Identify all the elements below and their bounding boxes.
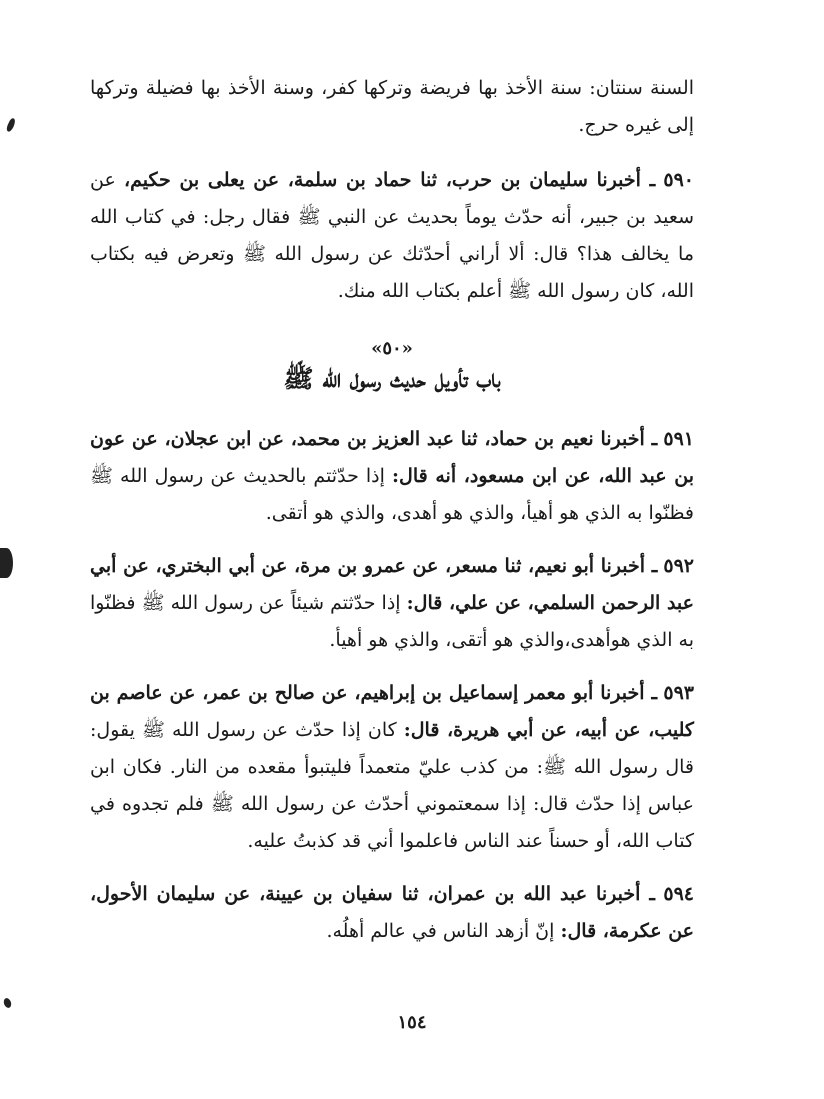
hadith-number: ٥٩٢ bbox=[663, 555, 694, 577]
hadith-isnad: أخبرنا سليمان بن حرب، ثنا حماد بن سلمة، عن يعلى بن حكيم، bbox=[123, 169, 641, 191]
hadith-isnad: أخبرنا أبو نعيم، ثنا مسعر، عن عمرو بن مرة، عن أبي البختري، عن أبي عبد الرحمن السلمي، عن علي، قال: bbox=[90, 555, 694, 614]
intro-paragraph bbox=[90, 70, 694, 144]
hadith-number: ٥٩٣ bbox=[663, 682, 695, 704]
chapter-title: باب تأويل حديث رسول الله ﷺ bbox=[283, 364, 501, 393]
hadith-matn: إذا حدّثتم بالحديث عن رسول الله ﷺ فظنّوا به الذي هو أهيأ، والذي هو أهدى، والذي هو أتقى. bbox=[90, 465, 694, 524]
hadith-number: ٥٩١ bbox=[663, 428, 694, 450]
hadith-594 bbox=[90, 876, 694, 950]
scan-edge-blot bbox=[0, 548, 13, 578]
hadith-isnad: أخبرنا نعيم بن حماد، ثنا عبد العزيز بن محمد، عن ابن عجلان، عن عون بن عبد الله، عن ابن مسعود، أنه قال: bbox=[90, 428, 694, 487]
hadith-dash: ـ bbox=[640, 883, 655, 905]
hadith-dash: ـ bbox=[644, 428, 658, 450]
scan-speck bbox=[3, 997, 13, 1009]
chapter-number: «٥٠» bbox=[371, 338, 413, 359]
intro-text: السنة سنتان: سنة الأخذ بها فريضة وتركها كفر، وسنة الأخذ بها فضيلة وتركها إلى غيره حرج. bbox=[90, 77, 694, 136]
hadith-isnad: أخبرنا أبو معمر إسماعيل بن إبراهيم، عن صالح بن عمر، عن عاصم بن كليب، عن أبيه، عن أبي هريرة، قال: bbox=[90, 682, 694, 741]
hadith-592 bbox=[90, 548, 694, 659]
hadith-dash: ـ bbox=[644, 682, 658, 704]
page-content bbox=[90, 70, 694, 966]
hadith-number: ٥٩٤ bbox=[663, 883, 694, 905]
hadith-matn: إذا حدّثتم شيئاً عن رسول الله ﷺ فظنّوا به الذي هوأهدى،والذي هو أتقى، والذي هو أهيأ. bbox=[90, 592, 694, 651]
scan-speck bbox=[5, 117, 16, 132]
hadith-isnad: أخبرنا عبد الله بن عمران، ثنا سفيان بن عيينة، عن سليمان الأحول، عن عكرمة، قال: bbox=[90, 883, 694, 942]
hadith-matn: عن سعيد بن جبير، أنه حدّث يوماً بحديث عن النبي ﷺ فقال رجل: في كتاب الله ما يخالف هذا؟ قال: ألا أراني أحدّثك عن رسول الله ﷺ وتعرض فيه بكتاب الله، كان رسول الله ﷺ أعلم بكتاب الله منك. bbox=[90, 169, 694, 302]
hadith-dash: ـ bbox=[645, 555, 658, 577]
hadith-number: ٥٩٠ bbox=[663, 169, 694, 191]
hadith-593 bbox=[90, 675, 694, 860]
hadith-matn: كان إذا حدّث عن رسول الله ﷺ يقول: قال رسول الله ﷺ: من كذب عليّ متعمداً فليتبوأ مقعده من النار. فكان ابن عباس إذا حدّث قال: إذا سمعتموني أحدّث عن رسول الله ﷺ فلم تجدوه في كتاب الله، أو حسناً عند الناس فاعلموا أني قد كذبتُ عليه. bbox=[90, 719, 694, 852]
page-number: ١٥٤ bbox=[397, 1012, 427, 1033]
hadith-dash: ـ bbox=[640, 169, 656, 191]
hadith-matn: إنّ أزهد الناس في عالم أهلُه. bbox=[326, 920, 555, 942]
hadith-590 bbox=[90, 162, 694, 310]
hadith-591 bbox=[90, 421, 694, 532]
